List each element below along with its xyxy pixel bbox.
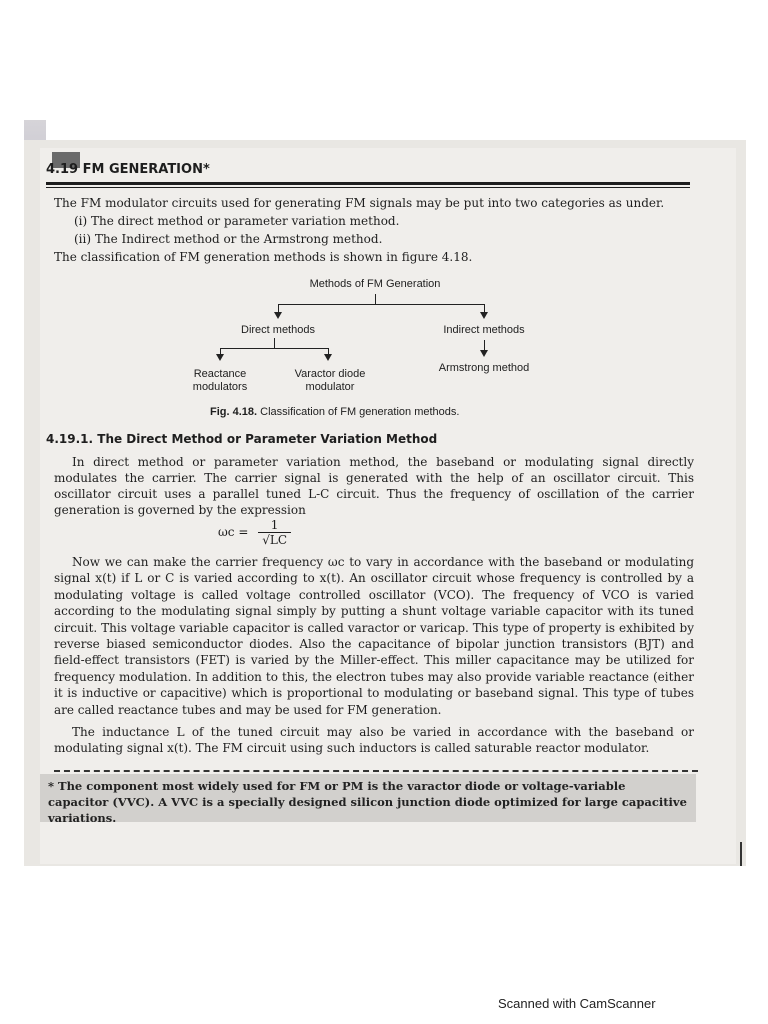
heading-rule [46, 182, 690, 185]
diagram-connector [220, 348, 328, 349]
classification-line: The classification of FM generation methods is shown in figure 4.18. [54, 250, 473, 264]
book-page [40, 148, 736, 864]
diagram-connector [278, 304, 484, 305]
formula-lhs: ωc = [218, 525, 249, 539]
arrow-down-icon [324, 354, 332, 361]
formula-fraction [258, 518, 291, 547]
classification-diagram [40, 274, 736, 424]
intro-block [54, 194, 694, 266]
page-edge-mark [740, 842, 742, 866]
figure-caption [210, 406, 459, 418]
diagram-varactor: Varactor diode modulator [294, 368, 366, 393]
arrow-down-icon [274, 312, 282, 319]
method-item-indirect: (ii) The Indirect method or the Armstrong method. [74, 232, 383, 246]
section-heading: 4.19 FM GENERATION* [46, 162, 210, 177]
footnote-divider [54, 770, 698, 772]
diagram-indirect: Indirect methods [443, 324, 525, 336]
arrow-down-icon [216, 354, 224, 361]
subsection-heading: 4.19.1. The Direct Method or Parameter Variation Method [46, 432, 438, 446]
method-item-direct: (i) The direct method or parameter variation method. [74, 214, 400, 228]
paragraph-vco: Now we can make the carrier frequency ωc to vary in accordance with the baseband or modulating signal x(t) if L or C is varied according to x(t). An oscillator circuit whose frequency is controlled by a modulating voltage is called voltage controlled oscillator (VCO). The frequency of VCO is varied according to the modulating signal simply by putting a shunt voltage variable capacitor with its tuned circuit. This voltage variable capacitor is called varactor or varicap. This type of property is exhibited by reverse biased semiconductor diodes. Also the capacitance of bipolar junction transistors (BJT) and field-effect transistors (FET) is varied by the Miller-effect. This miller capacitance may be utilized for frequency modulation. In addition to this, the electron tubes may also provide variable reactance (either it is inductive or capacitive) which is proportional to modulating or baseband signal. This type of tubes are called reactance tubes and may be used for FM generation. [54, 555, 694, 717]
intro-line: The FM modulator circuits used for generating FM signals may be put into two categories as under. [54, 196, 665, 210]
diagram-connector [375, 294, 376, 304]
formula-denominator: √LC [262, 533, 287, 547]
diagram-armstrong: Armstrong method [438, 362, 530, 374]
arrow-down-icon [480, 312, 488, 319]
diagram-direct: Direct methods [241, 324, 315, 336]
diagram-root: Methods of FM Generation [309, 278, 441, 290]
footnote: * The component most widely used for FM or PM is the varactor diode or voltage-variable capacitor (VVC). A VVC is a specially designed silicon junction diode optimized for large capacitive variations. [40, 774, 696, 822]
heading-rule-thin [46, 187, 690, 188]
frequency-formula [218, 518, 291, 547]
figure-label: Fig. 4.18. [210, 406, 258, 418]
diagram-reactance: Reactance modulators [192, 368, 248, 393]
figure-caption-text: Classification of FM generation methods. [260, 406, 460, 418]
scanner-watermark: Scanned with CamScanner [498, 996, 656, 1011]
paragraph-saturable-reactor: The inductance L of the tuned circuit may also be varied in accordance with the baseband or modulating signal x(t). The FM circuit using such inductors is called saturable reactor modulator. [54, 725, 694, 755]
diagram-connector [274, 338, 275, 348]
arrow-down-icon [480, 350, 488, 357]
formula-numerator: 1 [258, 518, 291, 533]
paragraph-direct-method: In direct method or parameter variation method, the baseband or modulating signal directly modulates the carrier. The carrier signal is generated with the help of an oscillator circuit. This oscillator circuit uses a parallel tuned L-C circuit. Thus the frequency of oscillation of the carrier generation is governed by the expression [54, 455, 694, 517]
